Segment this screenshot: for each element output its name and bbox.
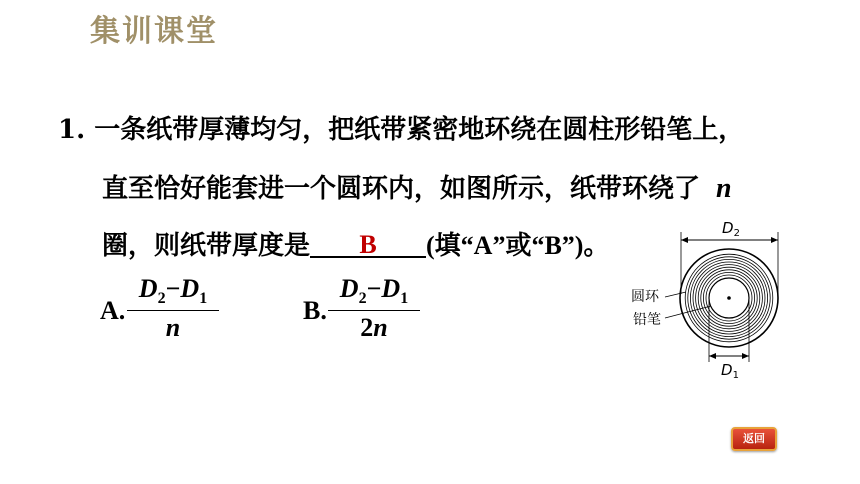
option-a-fraction bbox=[127, 274, 219, 343]
option-a-label: A. bbox=[100, 296, 126, 325]
center-point bbox=[727, 296, 731, 300]
variable-n: n bbox=[716, 173, 732, 204]
question-line-2 bbox=[102, 168, 732, 205]
pencil-label: 铅笔 bbox=[633, 312, 661, 328]
ring-figure bbox=[625, 212, 785, 384]
question-line-3-suffix: (填“A”或“B”)。 bbox=[426, 231, 610, 260]
answer-blank bbox=[310, 228, 426, 258]
answer-text: B bbox=[359, 230, 377, 259]
question-line-3 bbox=[102, 225, 609, 262]
page-title: 集训课堂 bbox=[90, 14, 218, 49]
ring-leader-line bbox=[665, 292, 686, 297]
option-b-denominator: 2n bbox=[360, 313, 388, 343]
option-b-fraction-bar bbox=[328, 310, 420, 311]
ring-label: 圆环 bbox=[631, 289, 659, 305]
question-line-1: 1. 一条纸带厚薄均匀，把纸带紧密地环绕在圆柱形铅笔上， bbox=[58, 115, 745, 145]
d2-label: $D_2$ bbox=[722, 219, 740, 239]
option-b-label: B. bbox=[303, 296, 327, 325]
d1-arrow-right bbox=[742, 353, 749, 359]
option-b-numerator: $D_2-D_1$ bbox=[339, 274, 409, 308]
option-b-fraction bbox=[328, 274, 420, 343]
d2-arrow-right bbox=[771, 237, 778, 243]
question-line-3-text: 圈，则纸带厚度是 bbox=[102, 231, 311, 261]
option-a-numerator: $D_2-D_1$ bbox=[138, 274, 208, 308]
option-a-fraction-bar bbox=[127, 310, 219, 311]
return-button[interactable]: 返回 bbox=[731, 427, 777, 451]
question-line-2-text: 直至恰好能套进一个圆环内，如图所示，纸带环绕了 bbox=[102, 174, 701, 204]
d1-arrow-left bbox=[709, 353, 716, 359]
d2-arrow-left bbox=[681, 237, 688, 243]
d1-label: $D_1$ bbox=[721, 361, 739, 381]
option-a-denominator: n bbox=[165, 313, 181, 343]
